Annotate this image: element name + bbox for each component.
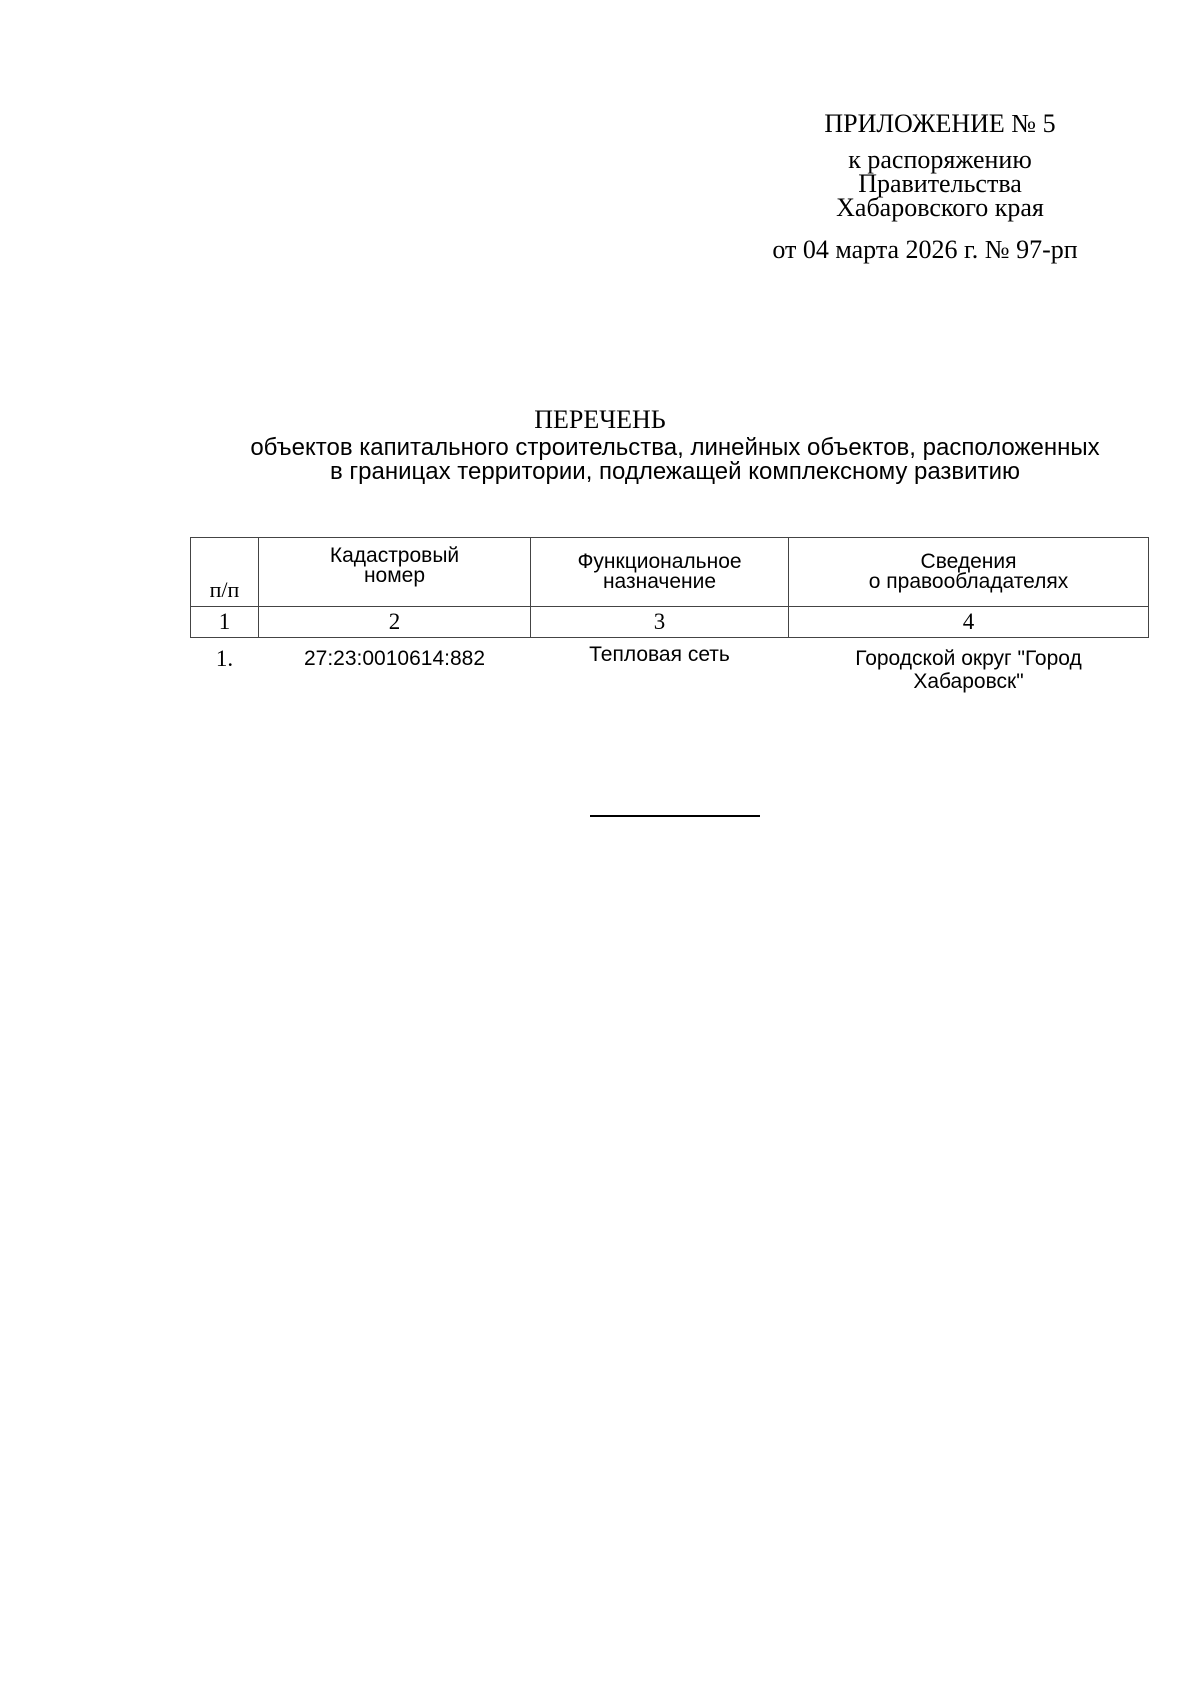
column-index-4: 4 [789,607,1149,638]
functional-purpose: Тепловая сеть [589,643,730,666]
owner-info-line-2: Хабаровск" [913,670,1024,693]
header-cadastral-line-2: номер [363,564,426,587]
column-index-3: 3 [531,607,789,638]
appendix-line-2: Правительства [858,169,1022,198]
row-number: 1. [215,646,234,671]
appendix-title: ПРИЛОЖЕНИЕ № 5 [824,109,1056,138]
document-subtitle-line-1: объектов капитального строительства, линейных объектов, расположенных [250,434,1100,461]
owner-info-line-1: Городской округ "Город [855,647,1082,670]
header-row-number [191,538,259,607]
owner-info [789,638,1149,694]
appendix-date-line: от 04 марта 2026 г. № 97-рп [772,235,1078,264]
column-index-row [191,607,1149,638]
closing-rule [590,815,760,817]
header-owner-line-2: о правообладателях [868,570,1069,593]
table-row [191,638,1149,694]
header-cadastral-line-1: Кадастровый [329,544,460,567]
header-cadastral-number [259,538,531,607]
column-index-1: 1 [191,607,259,638]
header-function-line-2: назначение [602,570,717,593]
document-subtitle-line-2: в границах территории, подлежащей комплексному развитию [330,458,1020,485]
appendix-line-3: Хабаровского края [836,193,1044,222]
appendix-line-1: к распоряжению [848,145,1032,174]
document-subtitle [150,436,1200,484]
cadastral-number: 27:23:0010614:882 [303,647,485,670]
header-row-number-label: п/п [209,577,240,602]
header-owner-line-1: Сведения [920,550,1017,573]
table-header-row [191,538,1149,607]
column-index-2: 2 [259,607,531,638]
header-function-line-1: Функциональное [577,550,742,573]
appendix-block [760,108,1120,266]
document-title: ПЕРЕЧЕНЬ [534,405,666,434]
objects-table [190,537,1149,693]
header-owner-info [789,538,1149,607]
header-function [531,538,789,607]
